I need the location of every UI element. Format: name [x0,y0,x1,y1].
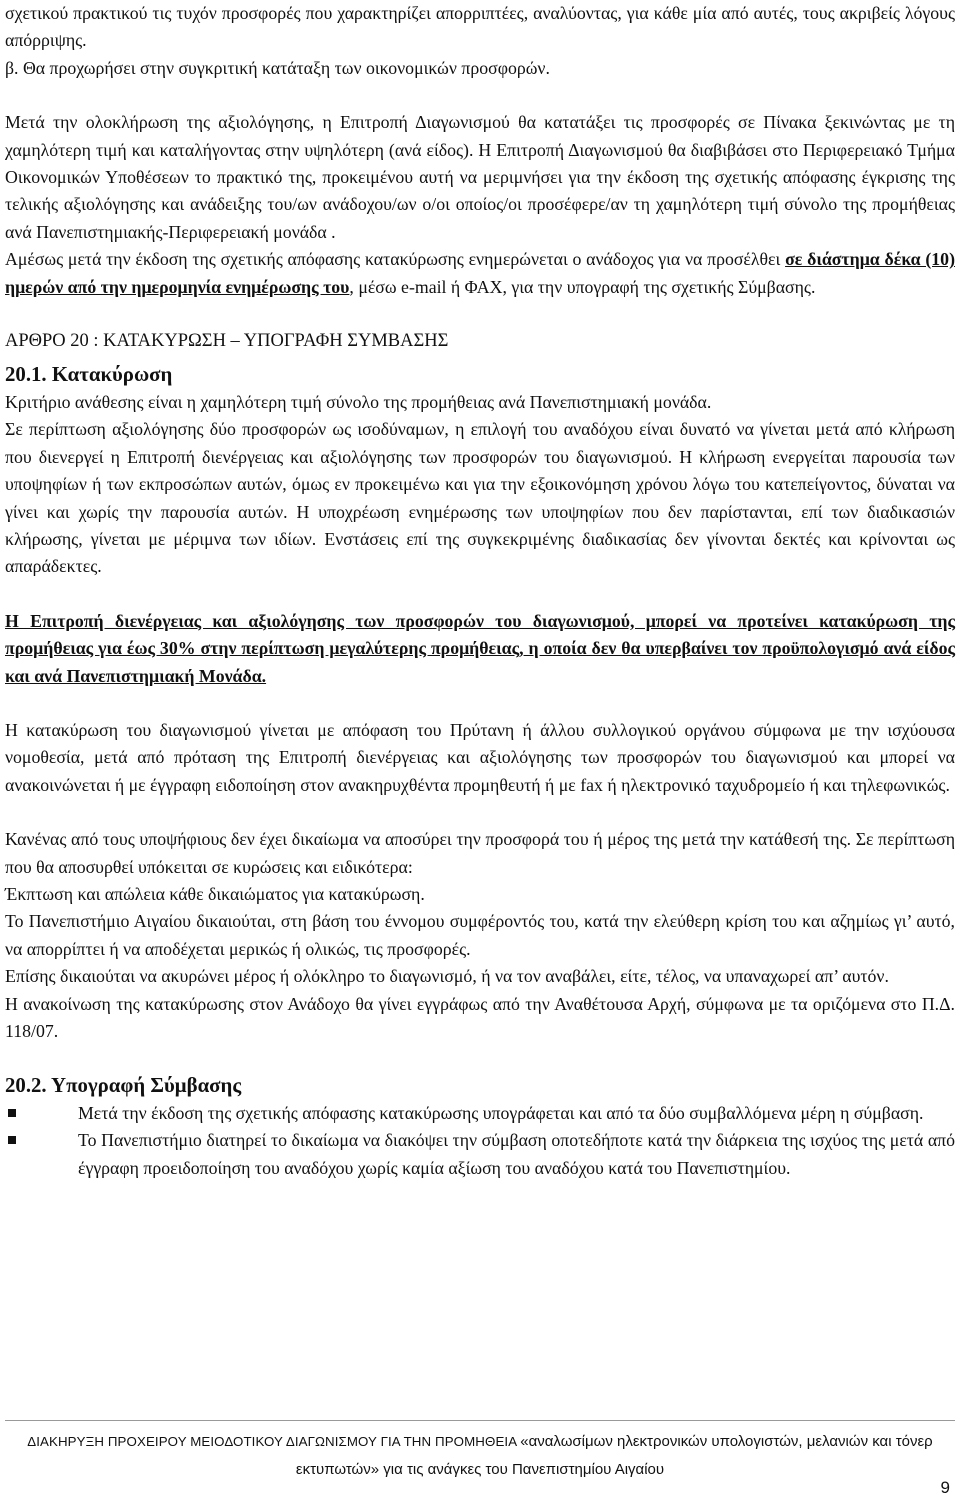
list-item-text: Μετά την έκδοση της σχετικής απόφασης κατακύρωσης υπογράφεται και από τα δύο συμβαλλόμενα μέρη η σύμβαση. [78,1102,924,1123]
square-bullet-icon [8,1109,16,1117]
contract-signing-list [5,1100,955,1182]
document-body [5,0,955,1182]
page-number: 9 [940,1478,950,1497]
footer-subject-text: «αναλωσίμων ηλεκτρονικών υπολογιστών, μελανιών και τόνερ εκτυπωτών» για τις ανάγκες του Πανεπιστημίου Αιγαίου [295,1433,933,1478]
square-bullet-icon [8,1136,16,1144]
committee-proposal-paragraph: Η Επιτροπή διενέργειας και αξιολόγησης των προσφορών του διαγωνισμού, μπορεί να προτείνει κατακύρωση της προμήθειας για έως 30% στην περίπτωση μεγαλύτερης προμήθειας, η οποία δεν θα υπερβαίνει τον προϋπολογισμό ανά είδος και ανά Πανεπιστημιακή Μονάδα. [5,610,955,686]
tie-break-paragraph: Σε περίπτωση αξιολόγησης δύο προσφορών ως ισοδύναμων, η επιλογή του αναδόχου είναι δυνατό να γίνεται μετά από κλήρωση που διενεργεί η Επιτροπή διενέργειας και αξιολόγησης των προσφορών του διαγωνισμού. Η κλήρωση ενεργείται παρουσία των υποψηφίων ή των εκπροσώπων αυτών, όμως εν προκειμένω και για την εξοικονόμηση χρόνου λόγω του κατεπείγοντος, δύναται να γίνει και χωρίς την παρουσία αυτών. Η υποχρέωση ενημέρωσης των υποψηφίων που δεν παρίστανται, επί των διαδικασιών κλήρωσης, γίνεται με μέριμνα των ιδίων. Ενστάσεις επί της συγκεκριμένης διαδικασίας δεν γίνονται δεκτές και κρίνονται ως απαράδεκτες. [5,419,955,577]
step-b: β. Θα προχωρήσει στην συγκριτική κατάταξη των οικονομικών προσφορών. [5,57,550,78]
intro-continuation: σχετικού πρακτικού τις τυχόν προσφορές που χαρακτηρίζει απορριπτέες, αναλύοντας, για κάθε μία από αυτές, τους ακριβείς λόγους απόρριψης. [5,3,955,51]
footer-caps-text: ΔΙΑΚΗΡΥΞΗ ΠΡΟΧΕΙΡΟΥ ΜΕΙΟΔΟΤΙΚΟΥ ΔΙΑΓΩΝΙΣΜΟΥ ΓΙΑ ΤΗΝ ΠΡΟΜΗΘΕΙΑ [27,1434,521,1449]
notify-deadline: σε διάστημα δέκα (10) ημερών από την ημερομηνία ενημέρωσης του [5,249,955,297]
award-criterion: Κριτήριο ανάθεσης είναι η χαμηλότερη τιμή σύνολο της προμήθειας ανά Πανεπιστημιακή μονάδα. [5,391,712,412]
withdrawal-paragraph: Κανένας από τους υποψήφιους δεν έχει δικαίωμα να αποσύρει την προσφορά του ή μέρος της μετά την κατάθεσή της. Σε περίπτωση που θα αποσυρθεί υπόκειται σε κυρώσεις και ειδικότερα: [5,829,955,877]
list-item [5,1100,955,1127]
section-20-1-title: 20.1. Κατακύρωση [5,362,173,387]
footer-divider [5,1420,955,1421]
article-title: ΑΡΘΡΟ 20 : ΚΑΤΑΚΥΡΩΣΗ – ΥΠΟΓΡΑΦΗ ΣΥΜΒΑΣΗΣ [5,331,449,352]
paragraph-ranking: Μετά την ολοκλήρωση της αξιολόγησης, η Επιτροπή Διαγωνισμού θα κατατάξει τις προσφορές σε Πίνακα ξεκινώντας με τη χαμηλότερη τιμή και καταλήγοντας στην υψηλότερη (ανά είδος). Η Επιτροπή Διαγωνισμού θα διαβιβάσει στο Περιφερειακό Τμήμα Οικονομικών Υποθέσεων το πρακτικό της, προκειμένου αυτή να μεριμνήσει για την έκδοση της σχετικής απόφασης έγκρισης της τελικής αξιολόγησης και ανάδειξης του/ων ανάδοχου/ων ο/οι οποίος/οι προσέφερε/αν τη χαμηλότερη τιμή σύνολο της προμήθειας ανά Πανεπιστημιακής-Περιφερειακή μονάδα . [5,112,955,242]
notify-before: Αμέσως μετά την έκδοση της σχετικής απόφασης κατακύρωσης ενημερώνεται ο ανάδοχος για να προσέλθει [5,249,786,270]
list-item [5,1127,955,1182]
page-footer [5,1428,955,1484]
university-rights-paragraph: Το Πανεπιστήμιο Αιγαίου δικαιούται, στη βάση του έννομου συμφέροντός του, κατά την ελεύθερη κρίση του και αζημίως γι’ αυτό, να απορρίπτει ή να αποδέχεται μερικώς ή ολικώς, τις προσφορές. [5,911,955,959]
section-20-2-title: 20.2. Υπογραφή Σύμβασης [5,1073,242,1098]
paragraph-notify [5,246,955,301]
award-decision-paragraph: Η κατακύρωση του διαγωνισμού γίνεται με απόφαση του Πρύτανη ή άλλου συλλογικού οργάνου σύμφωνα με την ισχύουσα νομοθεσία, μετά από πρόταση της Επιτροπή διενέργειας και αξιολόγησης των προσφορών του διαγωνισμού και μπορεί να ανακοινώνεται ή με έγγραφη ειδοποίηση στον ανακηρυχθέντα προμηθευτή ή με fax ή ηλεκτρονικό ταχυδρομείο ή και τηλεφωνικώς. [5,719,955,795]
award-announcement-paragraph: Η ανακοίνωση της κατακύρωσης στον Ανάδοχο θα γίνει εγγράφως από την Αναθέτουσα Αρχή, σύμφωνα με τα οριζόμενα στο Π.Δ. 118/07. [5,993,955,1041]
withdrawal-sanction: Έκπτωση και απώλεια κάθε δικαιώματος για κατακύρωση. [5,883,425,904]
notify-after: , μέσω e-mail ή ΦΑΧ, για την υπογραφή της σχετικής Σύμβασης. [349,276,816,297]
list-item-text: Το Πανεπιστήμιο διατηρεί το δικαίωμα να διακόψει την σύμβαση οποτεδήποτε κατά την διάρκεια της ισχύος της μετά από έγγραφη προειδοποίηση του αναδόχου χωρίς καμία αξίωση του αναδόχου κατά του Πανεπιστημίου. [78,1130,955,1178]
cancellation-rights-paragraph: Επίσης δικαιούται να ακυρώνει μέρος ή ολόκληρο το διαγωνισμό, ή να τον αναβάλει, είτε, τέλος, να υπαναχωρεί απ’ αυτόν. [5,966,889,987]
